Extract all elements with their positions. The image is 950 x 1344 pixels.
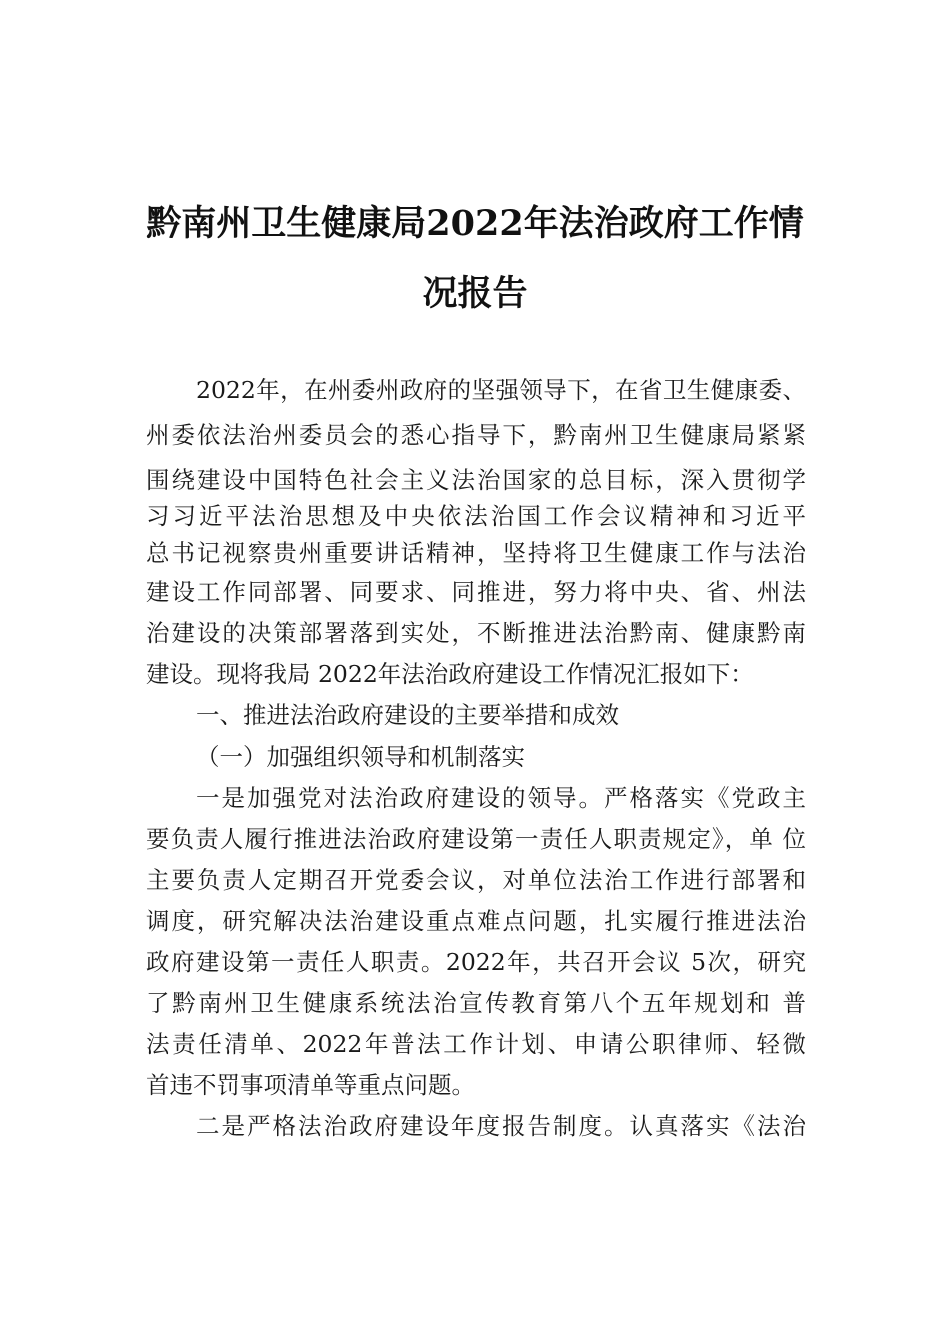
paragraph-line: 治建设的决策部署落到实处，不断推进法治黔南、健康黔南 (146, 619, 806, 647)
paragraph-line: 建设。现将我局 2022年法治政府建设工作情况汇报如下： (146, 660, 754, 688)
paragraph-line: 2022年，在州委州政府的坚强领导下，在省卫生健康委、 (196, 376, 806, 404)
section-heading: 一、推进法治政府建设的主要举措和成效 (196, 701, 619, 729)
paragraph-line: 调度，研究解决法治建设重点难点问题，扎实履行推进法治 (146, 907, 806, 935)
paragraph-line: 了黔南州卫生健康系统法治宣传教育第八个五年规划和 普 (146, 989, 806, 1017)
paragraph-line: 法责任清单、2022年普法工作计划、申请公职律师、轻微 (146, 1030, 806, 1058)
paragraph-line: 总书记视察贵州重要讲话精神，坚持将卫生健康工作与法治 (146, 539, 806, 567)
paragraph-line: 习习近平法治思想及中央依法治国工作会议精神和习近平 (146, 502, 806, 530)
document-title-line-2: 况报告 (422, 273, 528, 314)
paragraph-line: 政府建设第一责任人职责。2022年，共召开会议 5次，研究 (146, 948, 806, 976)
document-title-line-1: 黔南州卫生健康局2022年法治政府工作情 (146, 203, 804, 244)
paragraph-line: 州委依法治州委员会的悉心指导下，黔南州卫生健康局紧紧 (146, 421, 806, 449)
paragraph-line: 首违不罚事项清单等重点问题。 (146, 1071, 475, 1099)
subsection-heading: （一）加强组织领导和机制落实 (196, 743, 525, 771)
paragraph-line: 二是严格法治政府建设年度报告制度。认真落实《法治 (196, 1112, 806, 1140)
paragraph-line: 主要负责人定期召开党委会议，对单位法治工作进行部署和 (146, 866, 806, 894)
paragraph-line: 建设工作同部署、同要求、同推进，努力将中央、省、州法 (146, 578, 806, 606)
paragraph-line: 一是加强党对法治政府建设的领导。严格落实《党政主 (196, 784, 806, 812)
paragraph-line: 要负责人履行推进法治政府建设第一责任人职责规定》，单 位 (146, 825, 806, 853)
paragraph-line: 围绕建设中国特色社会主义法治国家的总目标，深入贯彻学 (146, 466, 806, 494)
